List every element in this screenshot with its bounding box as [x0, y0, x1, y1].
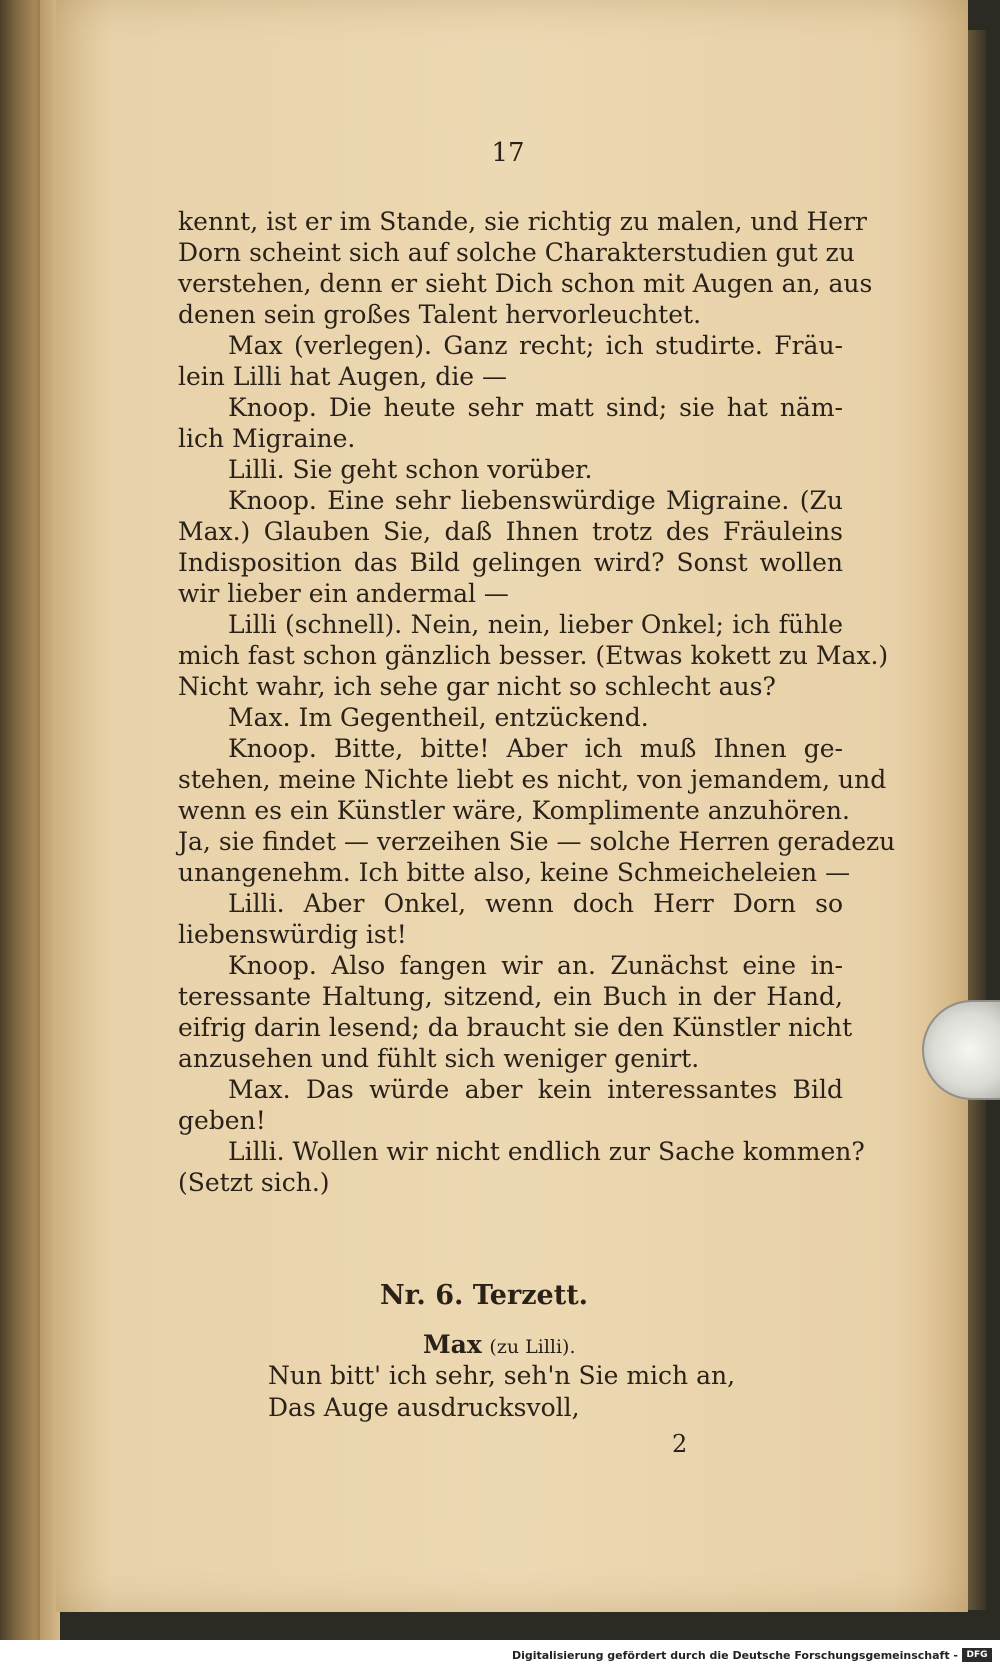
text-line: Dorn scheint sich auf solche Charakterstudien gut zu [178, 238, 855, 267]
text-line: Max. Im Gegentheil, entzückend. [228, 703, 649, 732]
text-line: (Setzt sich.) [178, 1168, 330, 1197]
page-right-edge [966, 30, 986, 1610]
text-line: liebenswürdig ist! [178, 920, 407, 949]
text-line: Nicht wahr, ich sehe gar nicht so schlecht aus? [178, 672, 776, 701]
verse-lines [268, 1360, 735, 1424]
section-heading: Nr. 6. Terzett. [380, 1280, 589, 1311]
text-line: wenn es ein Künstler wäre, Komplimente anzuhören. [178, 796, 850, 825]
text-line: Lilli. Sie geht schon vorüber. [228, 455, 593, 484]
text-line: Lilli. Wollen wir nicht endlich zur Sache kommen? [228, 1137, 865, 1166]
body-text [178, 206, 896, 1198]
text-line: Knoop. Bitte, bitte! Aber ich muß Ihnen ge- [228, 734, 843, 763]
dfg-logo-icon: DFG [962, 1648, 992, 1662]
singer-name: Max [423, 1330, 482, 1359]
text-line: stehen, meine Nichte liebt es nicht, von jemandem, und [178, 765, 887, 794]
verse-line: Das Auge ausdrucksvoll, [268, 1393, 580, 1422]
text-line: lein Lilli hat Augen, die — [178, 362, 508, 391]
text-line: kennt, ist er im Stande, sie richtig zu malen, und Herr [178, 207, 867, 236]
singer-line [423, 1330, 576, 1359]
page-number: 17 [491, 138, 525, 168]
text-line: eifrig darin lesend; da braucht sie den Künstler nicht [178, 1013, 853, 1042]
text-line: Knoop. Die heute sehr matt sind; sie hat näm- [228, 393, 843, 422]
text-line: Max. Das würde aber kein interessantes Bild [228, 1075, 843, 1104]
text-line: wir lieber ein andermal — [178, 579, 509, 608]
text-line: Max.) Glauben Sie, daß Ihnen trotz des Fräuleins [178, 517, 843, 546]
text-line: Lilli. Aber Onkel, wenn doch Herr Dorn so [228, 889, 843, 918]
text-line: mich fast schon gänzlich besser. (Etwas kokett zu Max.) [178, 641, 889, 670]
text-line: denen sein großes Talent hervorleuchtet. [178, 300, 702, 329]
text-line: lich Migraine. [178, 424, 356, 453]
text-line: Knoop. Also fangen wir an. Zunächst eine in- [228, 951, 843, 980]
text-line: anzusehen und fühlt sich weniger genirt. [178, 1044, 700, 1073]
text-line: Knoop. Eine sehr liebenswürdige Migraine. (Zu [228, 486, 843, 515]
footer-bar [0, 1640, 1000, 1673]
verse-line: Nun bitt' ich sehr, seh'n Sie mich an, [268, 1361, 736, 1390]
footer-credit: Digitalisierung gefördert durch die Deutsche Forschungsgemeinschaft - [511, 1649, 958, 1662]
text-line: verstehen, denn er sieht Dich schon mit Augen an, aus [178, 269, 873, 298]
singer-direction: (zu Lilli). [489, 1336, 576, 1358]
text-line: Indisposition das Bild gelingen wird? Sonst wollen [178, 548, 843, 577]
text-line: teressante Haltung, sitzend, ein Buch in der Hand, [178, 982, 843, 1011]
text-line: unangenehm. Ich bitte also, keine Schmeicheleien — [178, 858, 851, 887]
sheet-signature: 2 [672, 1430, 688, 1458]
text-line: Max (verlegen). Ganz recht; ich studirte. Fräu- [228, 331, 843, 360]
text-line: Lilli (schnell). Nein, nein, lieber Onkel; ich fühle [228, 610, 843, 639]
text-line: geben! [178, 1106, 266, 1135]
text-line: Ja, sie findet — verzeihen Sie — solche Herren geradezu [178, 827, 896, 856]
